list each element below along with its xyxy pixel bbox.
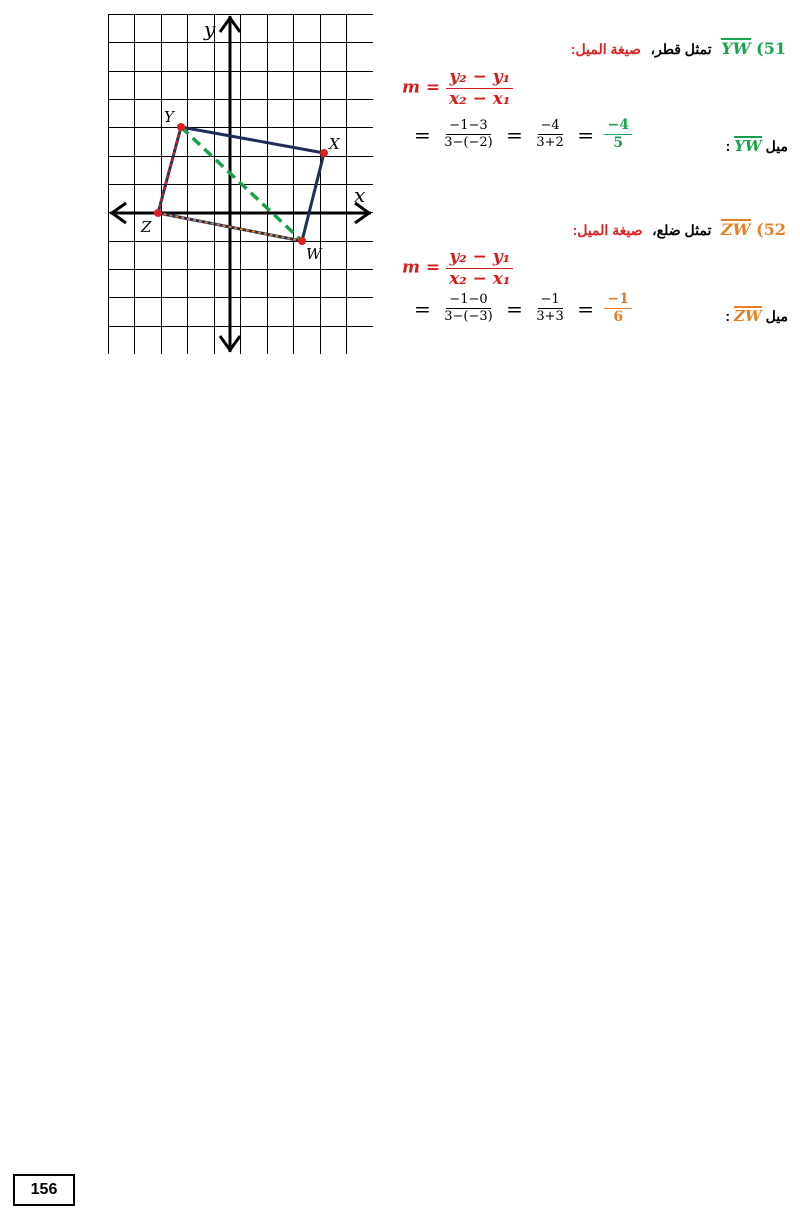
m-equals: m = [402, 257, 441, 278]
result-denominator: 5 [613, 135, 624, 152]
graph-svg [108, 14, 373, 354]
result-denominator: 6 [613, 309, 624, 326]
slope-formula-51 [402, 68, 513, 108]
step1-fraction [441, 119, 495, 151]
formula-denominator: x₂ − x₁ [449, 88, 511, 109]
formula-numerator: y₂ − y₁ [446, 68, 513, 89]
problem-number: 51) [756, 39, 786, 58]
colon: : [725, 138, 731, 154]
x-axis-label: x [354, 183, 366, 207]
equals-sign: = [506, 122, 523, 147]
segment-description: تمثل قطر، [650, 41, 712, 57]
step2-fraction [533, 293, 566, 325]
side-yx [181, 127, 324, 153]
formula-fraction [446, 248, 513, 288]
step1-fraction [441, 293, 495, 325]
equals-sign: = [414, 122, 431, 147]
segment-description: تمثل ضلع، [652, 222, 712, 238]
step2-denominator: 3+3 [536, 309, 564, 325]
m-equals: m = [402, 77, 441, 98]
slope-of-yw-label [726, 136, 788, 155]
point-w [298, 237, 306, 245]
formula-denominator: x₂ − x₁ [449, 268, 511, 289]
problem-52-heading [573, 219, 786, 239]
point-z [154, 209, 162, 217]
formula-numerator: y₂ − y₁ [446, 248, 513, 269]
step1-numerator: −1−0 [446, 293, 490, 309]
equals-sign: = [414, 296, 431, 321]
problem-number: 52) [756, 220, 786, 239]
label-x: X [329, 135, 340, 153]
result-fraction [604, 118, 631, 152]
point-y [177, 123, 185, 131]
calculation-52 [408, 292, 632, 326]
formula-fraction [446, 68, 513, 108]
step2-numerator: −4 [538, 119, 563, 135]
label-y: Y [164, 108, 174, 126]
segment-yw-label: YW [734, 137, 762, 155]
page-number: 156 [13, 1174, 75, 1206]
problem-51-heading [571, 38, 786, 58]
result-numerator: −4 [604, 118, 631, 135]
equals-sign: = [577, 296, 595, 321]
result-numerator: −1 [604, 292, 631, 309]
equals-sign: = [577, 122, 595, 147]
slope-formula-52 [402, 248, 513, 288]
slope-word: ميل [765, 138, 788, 154]
step1-numerator: −1−3 [446, 119, 490, 135]
label-z: Z [141, 218, 152, 236]
segment-zw-label: ZW [733, 307, 762, 325]
slope-formula-label: صيغة الميل: [570, 41, 641, 57]
step1-denominator: 3−(−2) [444, 135, 493, 151]
calculation-51 [408, 118, 632, 152]
slope-of-zw-label [725, 306, 788, 325]
slope-word: ميل [765, 308, 788, 324]
equals-sign: = [506, 296, 523, 321]
segment-zw: ZW [720, 220, 751, 239]
segment-yw: YW [721, 39, 751, 58]
label-w: W [306, 245, 322, 263]
point-x [320, 149, 328, 157]
step2-fraction [533, 119, 566, 151]
step2-numerator: −1 [538, 293, 563, 309]
colon: : [725, 308, 731, 324]
step2-denominator: 3+2 [536, 135, 564, 151]
coordinate-graph [108, 14, 373, 354]
step1-denominator: 3−(−3) [444, 309, 493, 325]
y-axis-label: y [204, 17, 216, 41]
result-fraction [604, 292, 631, 326]
slope-formula-label: صيغة الميل: [572, 222, 643, 238]
